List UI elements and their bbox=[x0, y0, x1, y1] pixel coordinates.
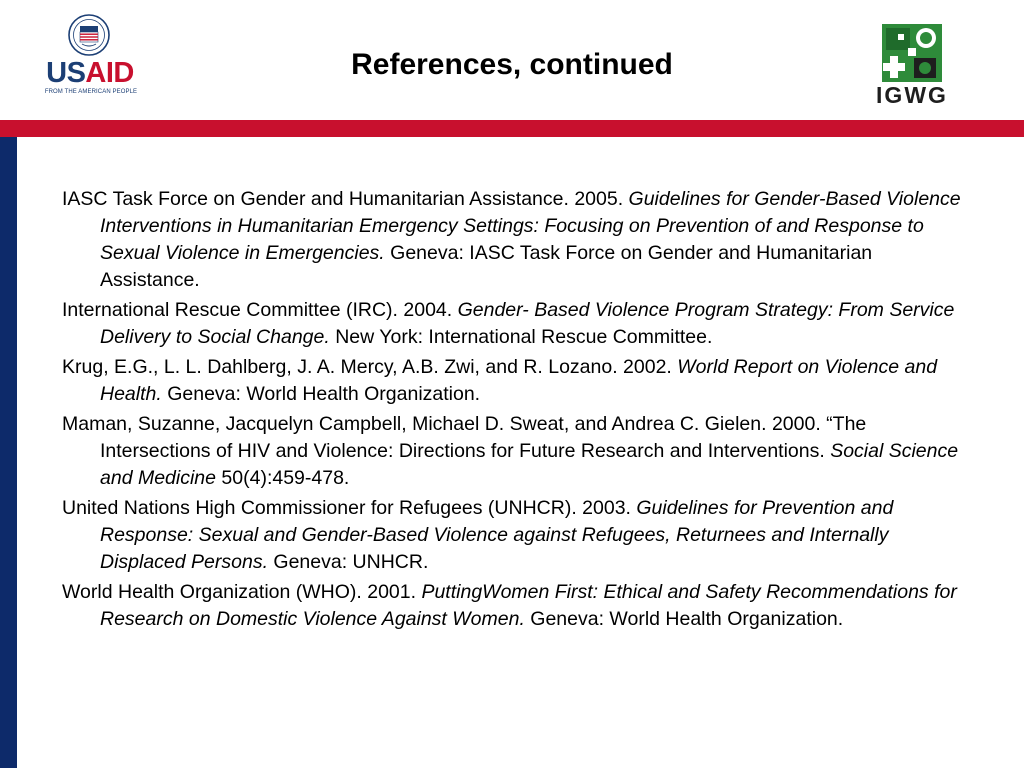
reference-title: PuttingWomen First: Ethical and Safety Recommendations for Research on Domestic Violence Against Women. bbox=[100, 581, 957, 630]
igwg-logo bbox=[862, 22, 962, 106]
reference-item bbox=[62, 186, 972, 294]
reference-lead: World Health Organization (WHO). 2001. bbox=[62, 581, 422, 603]
usaid-wordmark-us: US bbox=[46, 57, 86, 89]
reference-tail: Geneva: World Health Organization. bbox=[161, 383, 481, 405]
header-divider-bar bbox=[0, 120, 1024, 137]
usaid-tagline: FROM THE AMERICAN PEOPLE bbox=[44, 89, 138, 95]
reference-lead: International Rescue Committee (IRC). 2004. bbox=[62, 299, 458, 321]
reference-title: Gender- Based Violence Program Strategy: From Service Delivery to Social Change. bbox=[100, 299, 955, 348]
reference-item bbox=[62, 354, 972, 408]
reference-lead: Krug, E.G., L. L. Dahlberg, J. A. Mercy, A.B. Zwi, and R. Lozano. 2002. bbox=[62, 356, 678, 378]
igwg-wordmark: IGWG bbox=[876, 82, 948, 108]
reference-item bbox=[62, 579, 972, 633]
page-title: References, continued bbox=[351, 48, 673, 81]
side-accent-bar bbox=[0, 137, 17, 768]
reference-tail: 50(4):459-478. bbox=[216, 467, 350, 489]
usaid-wordmark-aid: AID bbox=[85, 57, 134, 89]
reference-title: Guidelines for Prevention and Response: Sexual and Gender-Based Violence against Refugees, Returnees and Internally Displaced Persons. bbox=[100, 497, 894, 573]
references-list bbox=[62, 186, 972, 636]
reference-lead: IASC Task Force on Gender and Humanitarian Assistance. 2005. bbox=[62, 188, 629, 210]
reference-tail: Geneva: IASC Task Force on Gender and Humanitarian Assistance. bbox=[100, 242, 873, 291]
reference-item bbox=[62, 411, 972, 492]
reference-lead: Maman, Suzanne, Jacquelyn Campbell, Michael D. Sweat, and Andrea C. Gielen. 2000. “The Intersections of HIV and Violence: Directions for Future Research and Interventions. bbox=[62, 413, 867, 462]
reference-tail: Geneva: UNHCR. bbox=[268, 551, 429, 573]
reference-tail: New York: International Rescue Committee. bbox=[329, 326, 713, 348]
reference-tail: Geneva: World Health Organization. bbox=[524, 608, 844, 630]
reference-lead: United Nations High Commissioner for Refugees (UNHCR). 2003. bbox=[62, 497, 637, 519]
slide-header bbox=[0, 0, 1024, 120]
reference-title: World Report on Violence and Health. bbox=[100, 356, 938, 405]
igwg-puzzle-icon bbox=[882, 24, 942, 82]
reference-item bbox=[62, 297, 972, 351]
reference-title: Guidelines for Gender-Based Violence Interventions in Humanitarian Emergency Settings: Focusing on Prevention of and Response to Sexual Violence in Emergencies. bbox=[100, 188, 961, 264]
reference-title: Social Science and Medicine bbox=[100, 440, 959, 489]
reference-item bbox=[62, 495, 972, 576]
